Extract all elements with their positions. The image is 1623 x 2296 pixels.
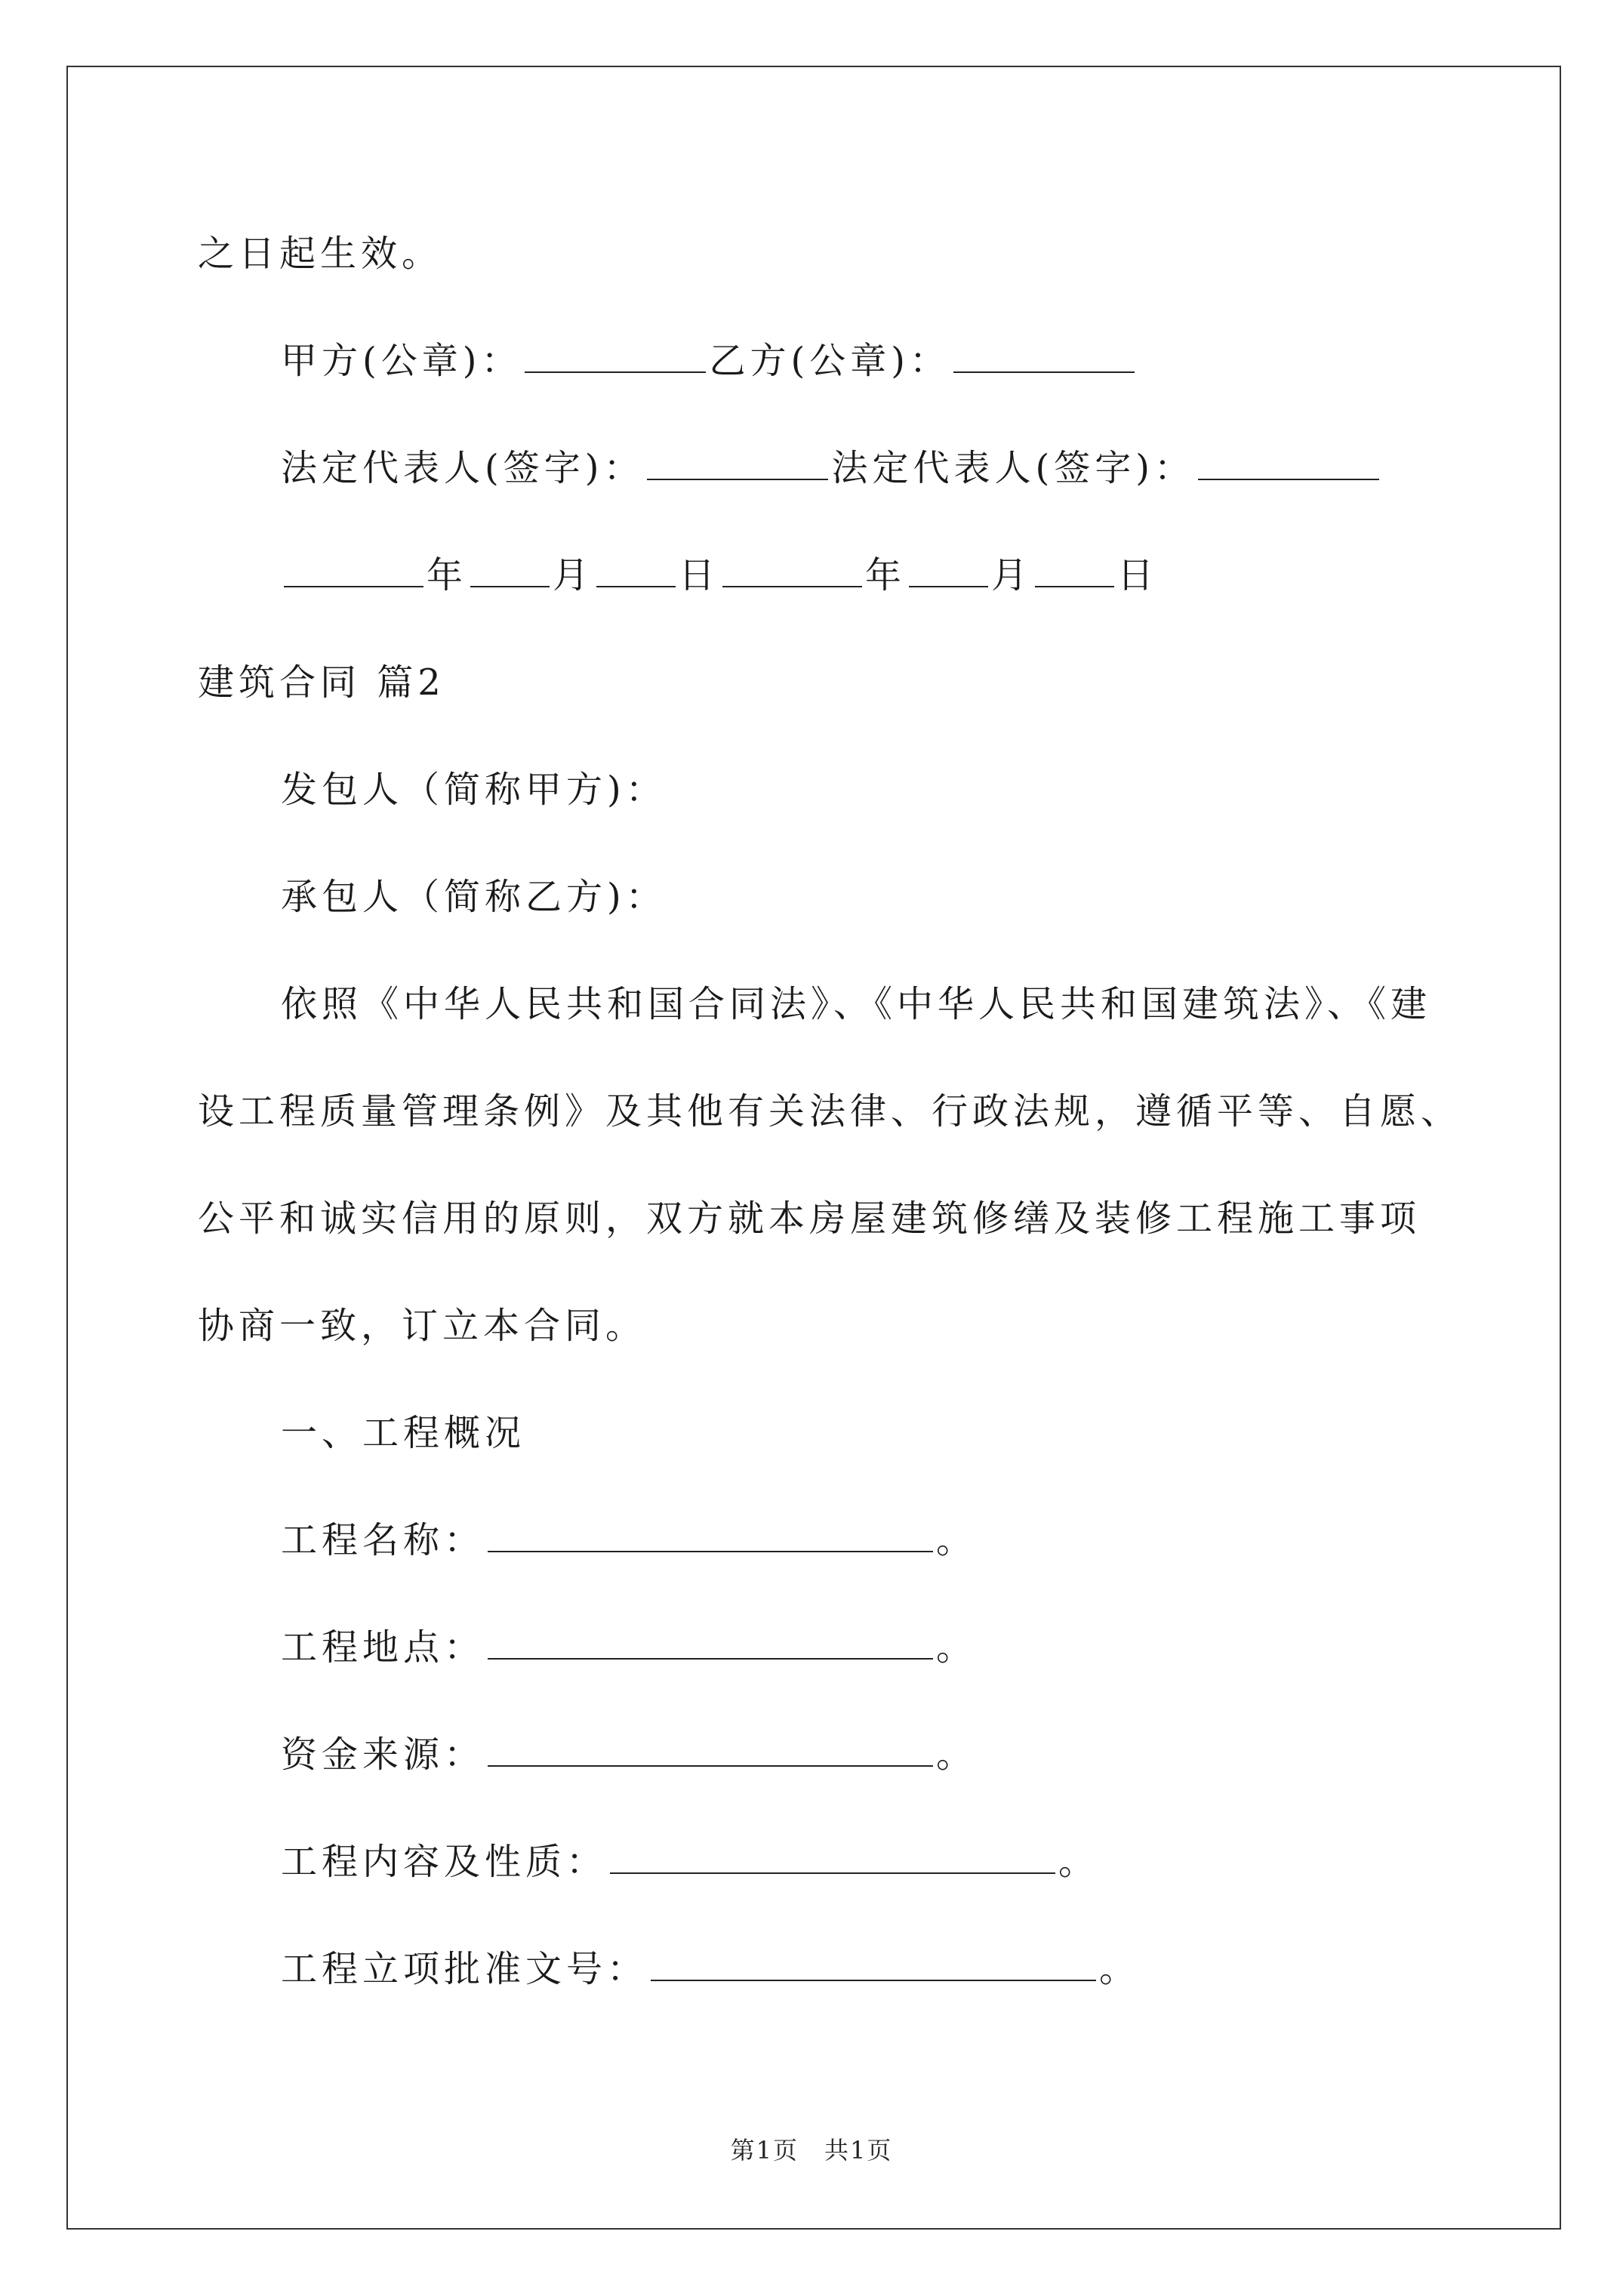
- label-employer: 发包人（简称甲方)：: [281, 769, 667, 811]
- blank-day-b[interactable]: [1035, 553, 1114, 587]
- field-approval-number: [281, 1946, 1140, 1992]
- blank-month-b[interactable]: [909, 553, 988, 587]
- blank-approval-number[interactable]: [651, 1946, 1096, 1981]
- period-approval-number: 。: [1099, 1948, 1141, 1990]
- label-project-location: 工程地点：: [281, 1626, 485, 1669]
- blank-funding-source[interactable]: [488, 1732, 933, 1767]
- paragraph-text-1: 依照《中华人民共和国合同法》、《中华人民共和国建筑法》、《建: [281, 983, 1432, 1025]
- label-party-a-seal: 甲方(公章)：: [281, 340, 522, 382]
- blank-year-b[interactable]: [722, 553, 862, 587]
- blank-day-a[interactable]: [596, 553, 676, 587]
- label-contractor: 承包人（简称乙方)：: [281, 876, 667, 918]
- paragraph-text-2: 设工程质量管理条例》及其他有关法律、行政法规，遵循平等、自愿、: [198, 1090, 1462, 1133]
- paragraph-text-4: 协商一致，订立本合同。: [198, 1305, 647, 1347]
- section-title: 建筑合同 篇2: [198, 661, 445, 704]
- paragraph-line-1: [281, 982, 1431, 1027]
- signature-line-representative: [281, 445, 1382, 491]
- label-project-name: 工程名称：: [281, 1519, 485, 1561]
- blank-project-name[interactable]: [488, 1518, 933, 1552]
- paragraph-line-3: [198, 1196, 1421, 1241]
- blank-party-b-seal[interactable]: [953, 338, 1135, 373]
- period-funding-source: 。: [936, 1734, 978, 1776]
- section-heading: [198, 660, 445, 705]
- paragraph-line-2: [198, 1089, 1462, 1134]
- label-project-content: 工程内容及性质：: [281, 1841, 608, 1883]
- text-effective: 之日起生效。: [198, 233, 443, 275]
- blank-month-a[interactable]: [470, 553, 550, 587]
- blank-party-a-representative[interactable]: [647, 445, 828, 480]
- label-month-b: 月: [991, 554, 1033, 596]
- blank-party-b-representative[interactable]: [1198, 445, 1379, 480]
- party-a-line: [281, 767, 667, 812]
- label-party-a-representative: 法定代表人(签字)：: [281, 447, 645, 489]
- paragraph-line-4: [198, 1303, 646, 1348]
- period-project-name: 。: [936, 1519, 978, 1561]
- subsection-title: 一、工程概况: [281, 1412, 526, 1454]
- blank-project-location[interactable]: [488, 1625, 933, 1660]
- label-approval-number: 工程立项批准文号：: [281, 1948, 648, 1990]
- label-year-b: 年: [865, 554, 907, 596]
- signature-line-seal: [281, 338, 1138, 384]
- period-project-content: 。: [1058, 1841, 1100, 1883]
- period-project-location: 。: [936, 1626, 978, 1669]
- label-funding-source: 资金来源：: [281, 1734, 485, 1776]
- date-line: [281, 553, 1158, 598]
- field-project-location: [281, 1625, 977, 1670]
- blank-party-a-seal[interactable]: [525, 338, 706, 373]
- label-party-b-seal: 乙方(公章)：: [709, 340, 950, 382]
- page-border: [66, 66, 1561, 2230]
- field-project-content: [281, 1839, 1099, 1885]
- subsection-heading: [281, 1410, 525, 1456]
- blank-project-content[interactable]: [610, 1839, 1055, 1874]
- field-project-name: [281, 1518, 977, 1563]
- page-footer: [0, 2135, 1623, 2165]
- label-month-a: 月: [553, 554, 594, 596]
- paragraph-text-3: 公平和诚实信用的原则，双方就本房屋建筑修缮及装修工程施工事项: [198, 1197, 1421, 1240]
- label-party-b-representative: 法定代表人(签字)：: [831, 447, 1195, 489]
- label-year-a: 年: [427, 554, 468, 596]
- page-number: 第1页 共1页: [730, 2136, 893, 2165]
- text-line-effective: [198, 231, 442, 276]
- label-day-a: 日: [679, 554, 720, 596]
- party-b-line: [281, 874, 667, 920]
- field-funding-source: [281, 1732, 977, 1777]
- label-day-b: 日: [1117, 554, 1159, 596]
- blank-year-a[interactable]: [284, 553, 423, 587]
